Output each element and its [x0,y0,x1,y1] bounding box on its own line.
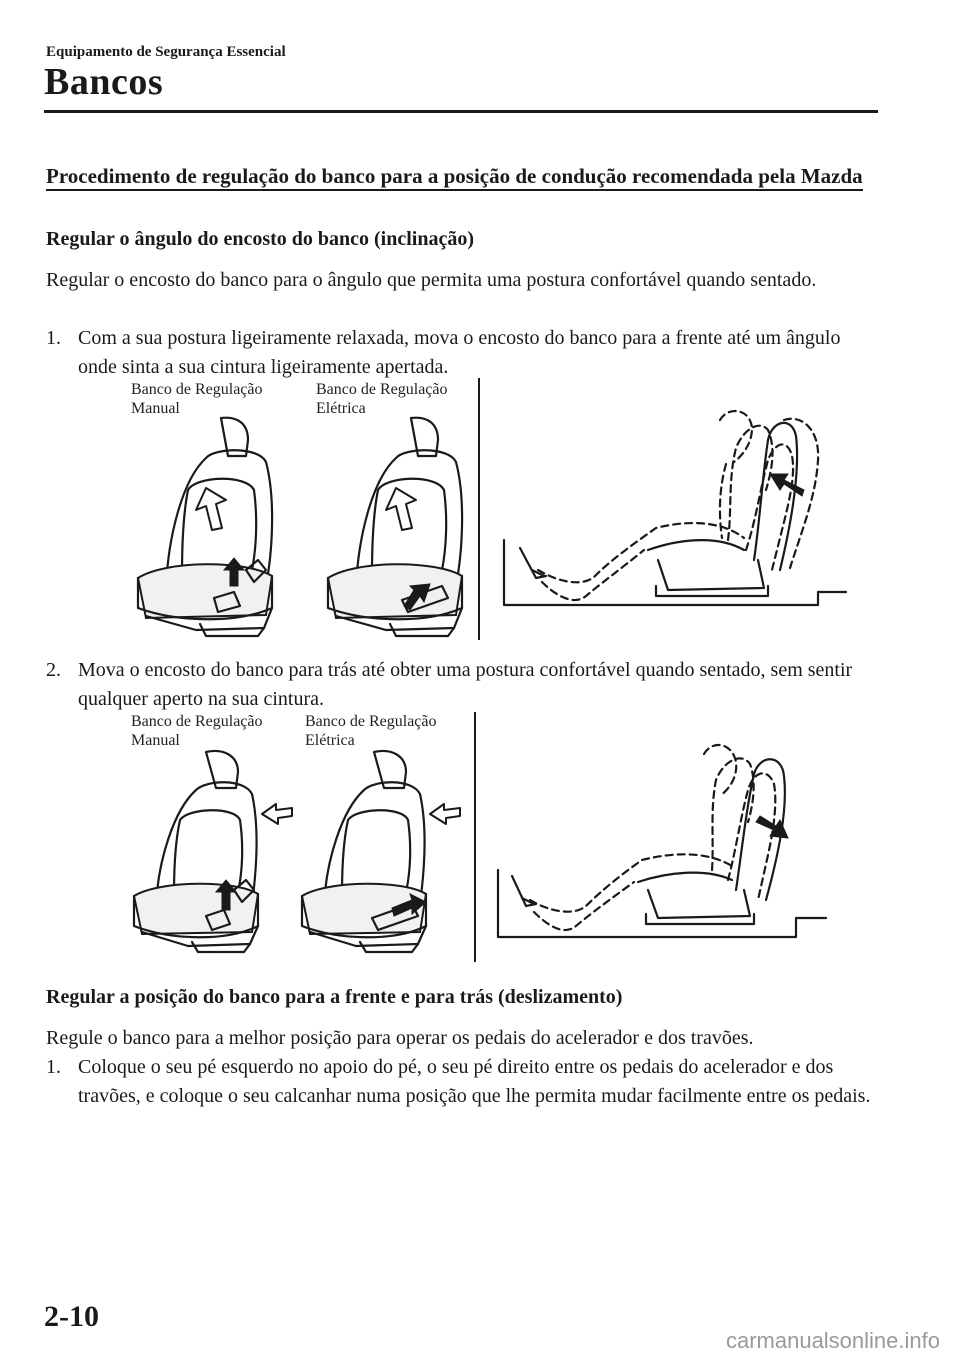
figure1-side-view-posture [496,400,850,615]
watermark: carmanualsonline.info [725,1328,940,1353]
label-line: Banco de Regulação [316,381,448,398]
step-number: 2. [46,659,61,681]
section-intro-slide: Regule o banco para a melhor posição para operar os pedais do acelerador e dos travões. [46,1027,754,1049]
figure2-manual-seat-illustration [126,744,306,954]
step-1-slide [46,1053,876,1111]
figure2-electric-seat-illustration [294,744,474,954]
title-divider [44,110,878,113]
label-line: Manual [131,400,180,417]
label-line: Elétrica [316,400,366,417]
step-1-recline [46,324,876,382]
label-line: Elétrica [305,732,355,749]
step-2-recline [46,656,876,714]
section-intro-recline: Regular o encosto do banco para o ângulo que permita uma postura confortável quando sentado. [46,269,817,291]
section-title-recline: Regular o ângulo do encosto do banco (inclinação) [46,228,474,250]
label-line: Banco de Regulação [305,713,437,730]
procedure-heading: Procedimento de regulação do banco para a posição de condução recomendada pela Mazda [46,162,866,191]
section-label: Equipamento de Segurança Essencial [46,44,286,60]
page-title: Bancos [44,61,164,103]
figure1-electric-seat-illustration [316,410,476,640]
label-line: Manual [131,732,180,749]
step-number: 1. [46,327,61,349]
section-title-slide: Regular a posição do banco para a frente e para trás (deslizamento) [46,986,623,1008]
page-number: 2-10 [44,1300,99,1333]
step-text: Mova o encosto do banco para trás até obter uma postura confortável quando sentado, sem sentir qualquer aperto na sua cintura. [78,659,853,710]
label-line: Banco de Regulação [131,381,263,398]
step-number: 1. [46,1056,61,1078]
label-line: Banco de Regulação [131,713,263,730]
figure1-divider [478,378,480,640]
figure2-divider [474,712,476,962]
figure1-manual-seat-illustration [126,410,286,640]
step-text: Coloque o seu pé esquerdo no apoio do pé, o seu pé direito entre os pedais do acelerador e dos travões, e coloque o seu calcanhar numa posição que lhe permita mudar facilmente entre os pedais. [78,1056,871,1107]
figure2-side-view-posture [492,740,832,945]
step-text: Com a sua postura ligeiramente relaxada, mova o encosto do banco para a frente até um ângulo onde sinta a sua cintura ligeiramente apertada. [78,327,841,378]
